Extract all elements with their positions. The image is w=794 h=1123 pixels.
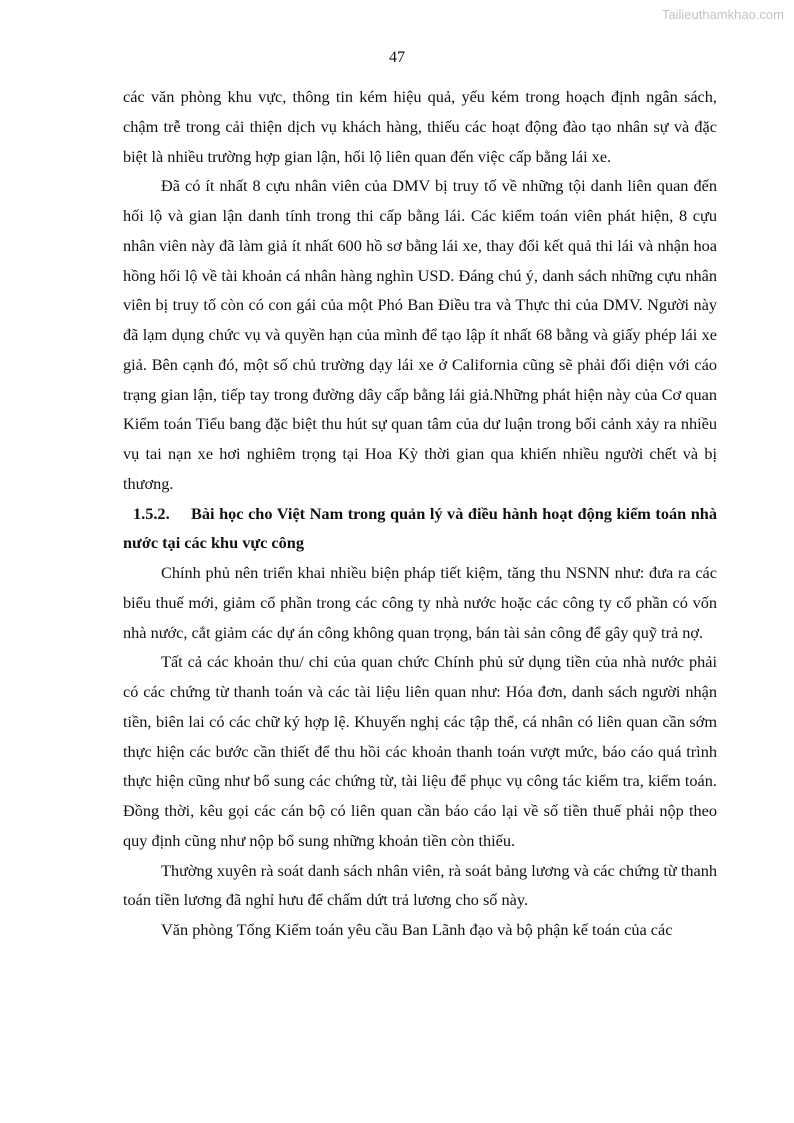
- section-number: 1.5.2.: [133, 503, 170, 523]
- paragraph: Đã có ít nhất 8 cựu nhân viên của DMV bị truy tố về những tội danh liên quan đến hối lộ và gian lận danh tính trong thi cấp bằng lái. Các kiểm toán viên phát hiện, 8 cựu nhân viên này đã làm giả ít nhất 600 hồ sơ bằng lái xe, thay đổi kết quả thi lái và nhận hoa hồng hối lộ về tài khoản cá nhân hàng nghìn USD. Đáng chú ý, danh sách những cựu nhân viên bị truy tố còn có con gái của một Phó Ban Điều tra và Thực thi của DMV. Người này đã lạm dụng chức vụ và quyền hạn của mình để tạo lập ít nhất 68 bằng và giấy phép lái xe giả. Bên cạnh đó, một số chủ trường dạy lái xe ở California cũng sẽ phải đối diện với cáo trạng gian lận, tiếp tay trong đường dây cấp bằng lái giả.Những phát hiện này của Cơ quan Kiểm toán Tiểu bang đặc biệt thu hút sự quan tâm của dư luận trong bối cảnh xảy ra nhiều vụ tai nạn xe hơi nghiêm trọng tại Hoa Kỳ thời gian qua khiến nhiều người chết và bị thương.: [123, 176, 717, 493]
- paragraph: các văn phòng khu vực, thông tin kém hiệu quả, yếu kém trong hoạch định ngân sách, chậm trễ trong cải thiện dịch vụ khách hàng, thiếu các hoạt động đào tạo nhân sự và đặc biệt là nhiều trường hợp gian lận, hối lộ liên quan đến việc cấp bằng lái xe.: [123, 87, 717, 166]
- document-body: [123, 82, 717, 945]
- paragraph: Thường xuyên rà soát danh sách nhân viên, rà soát bảng lương và các chứng từ thanh toán tiền lương đã nghỉ hưu để chấm dứt trả lương cho số này.: [123, 860, 717, 910]
- section-title: Bài học cho Việt Nam trong quản lý và điều hành hoạt động kiểm toán nhà nước tại các khu vực công: [123, 503, 717, 553]
- paragraph: Văn phòng Tổng Kiểm toán yêu cầu Ban Lãnh đạo và bộ phận kế toán của các: [161, 920, 673, 939]
- page-number: 47: [389, 49, 405, 66]
- watermark: Tailieuthamkhao.com: [661, 7, 784, 22]
- paragraph: Tất cả các khoản thu/ chi của quan chức Chính phủ sử dụng tiền của nhà nước phải có các chứng từ thanh toán và các tài liệu liên quan như: Hóa đơn, danh sách người nhận tiền, biên lai có các chữ ký hợp lệ. Khuyến nghị các tập thể, cá nhân có liên quan cần sớm thực hiện các bước cần thiết để thu hồi các khoản thanh toán vượt mức, báo cáo quá trình thực hiện cũng như bổ sung các chứng từ, tài liệu để phục vụ công tác kiểm tra, kiểm toán. Đồng thời, kêu gọi các cán bộ có liên quan cần báo cáo lại về số tiền thuế phải nộp theo quy định cũng như nộp bổ sung những khoản tiền còn thiếu.: [123, 652, 717, 850]
- section-heading: [123, 499, 717, 559]
- paragraph: Chính phủ nên triển khai nhiều biện pháp tiết kiệm, tăng thu NSNN như: đưa ra các biểu thuế mới, giảm cổ phần trong các công ty nhà nước hoặc các công ty cổ phần có vốn nhà nước, cắt giảm các dự án công không quan trọng, bán tài sản công để gây quỹ trả nợ.: [123, 563, 717, 642]
